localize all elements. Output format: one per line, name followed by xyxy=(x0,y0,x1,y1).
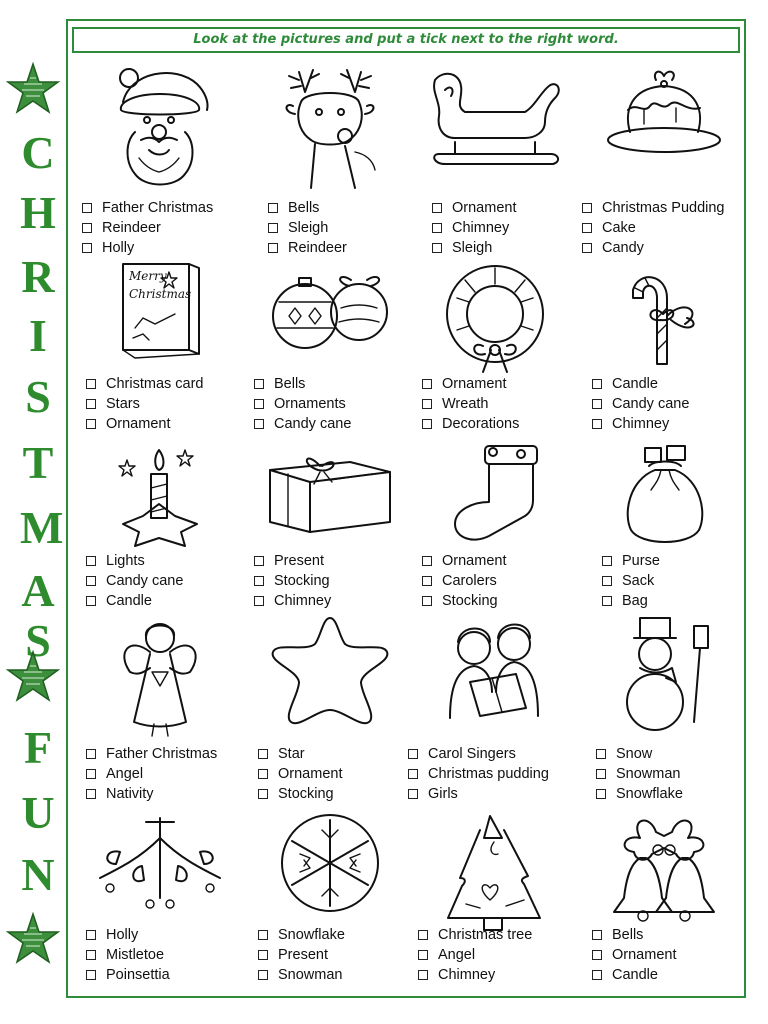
tick-checkbox[interactable] xyxy=(422,596,432,606)
side-title-letter: S xyxy=(25,371,51,422)
tick-checkbox[interactable] xyxy=(86,556,96,566)
tick-checkbox[interactable] xyxy=(258,789,268,799)
option-label: Chimney xyxy=(274,593,332,609)
answer-option[interactable] xyxy=(258,744,342,764)
option-label: Lights xyxy=(106,553,145,569)
answer-option[interactable] xyxy=(408,764,549,784)
answer-options xyxy=(592,925,676,985)
side-title-letter: M xyxy=(20,502,64,553)
tick-checkbox[interactable] xyxy=(418,970,428,980)
answer-option[interactable] xyxy=(82,198,213,218)
answer-option[interactable] xyxy=(592,965,676,985)
star-icon xyxy=(6,650,60,704)
bells-icon xyxy=(595,808,735,932)
answer-options xyxy=(602,551,660,611)
option-label: Ornaments xyxy=(274,396,346,412)
answer-option[interactable] xyxy=(86,764,217,784)
answer-options xyxy=(596,744,683,804)
answer-option[interactable] xyxy=(418,965,532,985)
tick-checkbox[interactable] xyxy=(268,203,278,213)
side-title-letter: I xyxy=(29,310,47,361)
option-label: Snowflake xyxy=(278,927,345,943)
option-label: Snowflake xyxy=(616,786,683,802)
option-label: Stocking xyxy=(442,593,498,609)
tick-checkbox[interactable] xyxy=(408,749,418,759)
option-label: Stocking xyxy=(274,573,330,589)
wreath-icon xyxy=(425,258,565,382)
present-icon xyxy=(260,440,400,564)
star-icon xyxy=(6,62,60,116)
answer-option[interactable] xyxy=(86,551,183,571)
option-label: Present xyxy=(274,553,324,569)
answer-options xyxy=(422,374,519,434)
tick-checkbox[interactable] xyxy=(254,556,264,566)
option-label: Reindeer xyxy=(288,240,347,256)
answer-option[interactable] xyxy=(602,571,660,591)
side-title-letter: C xyxy=(21,127,55,178)
answer-options xyxy=(254,374,351,434)
card-icon xyxy=(90,258,230,382)
answer-option[interactable] xyxy=(86,571,183,591)
side-title-letter: T xyxy=(22,437,54,488)
option-label: Chimney xyxy=(452,220,510,236)
side-title-letter: H xyxy=(20,187,56,238)
answer-option[interactable] xyxy=(432,238,516,258)
snowman-icon xyxy=(595,612,735,736)
tick-checkbox[interactable] xyxy=(86,950,96,960)
answer-options xyxy=(268,198,347,258)
tick-checkbox[interactable] xyxy=(86,379,96,389)
option-label: Angel xyxy=(438,947,476,963)
tick-checkbox[interactable] xyxy=(258,749,268,759)
option-label: Ornament xyxy=(278,766,343,782)
answer-options xyxy=(258,925,345,985)
tick-checkbox[interactable] xyxy=(592,950,602,960)
option-label: Nativity xyxy=(106,786,154,802)
option-label: Candle xyxy=(612,967,658,983)
tick-checkbox[interactable] xyxy=(268,243,278,253)
answer-option[interactable] xyxy=(258,945,345,965)
answer-option[interactable] xyxy=(596,784,683,804)
answer-option[interactable] xyxy=(582,218,725,238)
answer-option[interactable] xyxy=(268,198,347,218)
tick-checkbox[interactable] xyxy=(258,930,268,940)
option-label: Purse xyxy=(622,553,660,569)
answer-option[interactable] xyxy=(422,374,519,394)
tick-checkbox[interactable] xyxy=(422,419,432,429)
tick-checkbox[interactable] xyxy=(592,419,602,429)
sleigh-icon xyxy=(425,62,565,186)
option-label: Poinsettia xyxy=(106,967,170,983)
option-label: Christmas tree xyxy=(438,927,533,943)
answer-option[interactable] xyxy=(592,945,676,965)
answer-options xyxy=(422,551,506,611)
carol-singers-icon xyxy=(425,612,565,736)
tick-checkbox[interactable] xyxy=(592,930,602,940)
option-label: Holly xyxy=(106,927,139,943)
tick-checkbox[interactable] xyxy=(592,379,602,389)
tick-checkbox[interactable] xyxy=(254,399,264,409)
answer-option[interactable] xyxy=(418,925,532,945)
candle-icon xyxy=(90,440,230,564)
answer-option[interactable] xyxy=(86,591,183,611)
tick-checkbox[interactable] xyxy=(592,970,602,980)
tick-checkbox[interactable] xyxy=(582,243,592,253)
answer-option[interactable] xyxy=(82,238,213,258)
tick-checkbox[interactable] xyxy=(432,243,442,253)
answer-option[interactable] xyxy=(408,784,549,804)
tick-checkbox[interactable] xyxy=(258,950,268,960)
option-label: Candy cane xyxy=(274,416,352,432)
answer-option[interactable] xyxy=(268,218,347,238)
option-label: Carolers xyxy=(442,573,497,589)
tick-checkbox[interactable] xyxy=(432,203,442,213)
svg-text:Christmas: Christmas xyxy=(129,287,192,301)
option-label: Ornament xyxy=(612,947,677,963)
answer-option[interactable] xyxy=(602,591,660,611)
answer-options xyxy=(258,744,342,804)
answer-option[interactable] xyxy=(86,744,217,764)
answer-options xyxy=(582,198,725,258)
tick-checkbox[interactable] xyxy=(86,769,96,779)
answer-option[interactable] xyxy=(418,945,532,965)
option-label: Ornament xyxy=(442,553,507,569)
tick-checkbox[interactable] xyxy=(254,576,264,586)
option-label: Candy xyxy=(602,240,644,256)
christmas-tree-icon xyxy=(425,808,565,932)
side-title-letter: F xyxy=(23,722,53,773)
answer-option[interactable] xyxy=(254,591,331,611)
answer-options xyxy=(408,744,549,804)
answer-options xyxy=(86,744,217,804)
option-label: Snowman xyxy=(616,766,681,782)
option-label: Candle xyxy=(106,593,152,609)
option-label: Mistletoe xyxy=(106,947,165,963)
answer-option[interactable] xyxy=(254,551,331,571)
answer-option[interactable] xyxy=(408,744,549,764)
option-label: Present xyxy=(278,947,328,963)
answer-option[interactable] xyxy=(422,571,506,591)
option-label: Stocking xyxy=(278,786,334,802)
option-label: Snow xyxy=(616,746,653,762)
stocking-icon xyxy=(425,440,565,564)
option-label: Bag xyxy=(622,593,648,609)
tick-checkbox[interactable] xyxy=(582,203,592,213)
option-label: Ornament xyxy=(452,200,517,216)
sack-icon xyxy=(595,440,735,564)
answer-option[interactable] xyxy=(86,374,204,394)
answer-option[interactable] xyxy=(86,965,170,985)
tick-checkbox[interactable] xyxy=(596,749,606,759)
tick-checkbox[interactable] xyxy=(86,749,96,759)
tick-checkbox[interactable] xyxy=(422,556,432,566)
answer-option[interactable] xyxy=(254,414,351,434)
tick-checkbox[interactable] xyxy=(602,576,612,586)
answer-option[interactable] xyxy=(596,744,683,764)
answer-option[interactable] xyxy=(422,394,519,414)
ornaments-icon xyxy=(260,258,400,382)
answer-options xyxy=(418,925,532,985)
option-label: Christmas Pudding xyxy=(602,200,725,216)
side-title-letter: R xyxy=(21,251,55,302)
answer-option[interactable] xyxy=(86,945,170,965)
option-label: Sleigh xyxy=(452,240,493,256)
answer-option[interactable] xyxy=(86,925,170,945)
side-title-letter: N xyxy=(21,849,55,900)
answer-option[interactable] xyxy=(596,764,683,784)
option-label: Chimney xyxy=(612,416,670,432)
answer-options xyxy=(82,198,213,258)
tick-checkbox[interactable] xyxy=(86,930,96,940)
answer-options xyxy=(592,374,689,434)
option-label: Father Christmas xyxy=(106,746,218,762)
answer-options xyxy=(432,198,516,258)
side-title-letter: S xyxy=(25,615,51,666)
option-label: Bells xyxy=(612,927,644,943)
option-label: Ornament xyxy=(106,416,171,432)
tick-checkbox[interactable] xyxy=(582,223,592,233)
tick-checkbox[interactable] xyxy=(86,789,96,799)
answer-options xyxy=(86,551,183,611)
mistletoe-icon xyxy=(90,808,230,932)
option-label: Stars xyxy=(106,396,140,412)
answer-option[interactable] xyxy=(582,198,725,218)
tick-checkbox[interactable] xyxy=(422,399,432,409)
answer-option[interactable] xyxy=(268,238,347,258)
answer-option[interactable] xyxy=(592,394,689,414)
tick-checkbox[interactable] xyxy=(254,596,264,606)
option-label: Ornament xyxy=(442,376,507,392)
answer-option[interactable] xyxy=(422,591,506,611)
side-title-letter: A xyxy=(21,565,55,616)
answer-option[interactable] xyxy=(254,394,351,414)
tick-checkbox[interactable] xyxy=(82,223,92,233)
tick-checkbox[interactable] xyxy=(258,769,268,779)
answer-option[interactable] xyxy=(86,394,204,414)
tick-checkbox[interactable] xyxy=(602,556,612,566)
instruction-banner: Look at the pictures and put a tick next to the right word. xyxy=(72,27,740,53)
option-label: Snowman xyxy=(278,967,343,983)
answer-option[interactable] xyxy=(254,374,351,394)
option-label: Sack xyxy=(622,573,655,589)
tick-checkbox[interactable] xyxy=(592,399,602,409)
option-label: Holly xyxy=(102,240,135,256)
tick-checkbox[interactable] xyxy=(86,419,96,429)
option-label: Decorations xyxy=(442,416,520,432)
santa-icon xyxy=(90,62,230,186)
star-icon xyxy=(260,612,400,736)
answer-option[interactable] xyxy=(258,784,342,804)
answer-option[interactable] xyxy=(592,414,689,434)
answer-option[interactable] xyxy=(602,551,660,571)
side-title-letter: U xyxy=(21,787,55,838)
option-label: Girls xyxy=(428,786,458,802)
tick-checkbox[interactable] xyxy=(596,769,606,779)
answer-option[interactable] xyxy=(582,238,725,258)
answer-option[interactable] xyxy=(258,965,345,985)
angel-icon xyxy=(90,612,230,736)
option-label: Sleigh xyxy=(288,220,329,236)
tick-checkbox[interactable] xyxy=(258,970,268,980)
option-label: Cake xyxy=(602,220,636,236)
option-label: Bells xyxy=(288,200,320,216)
tick-checkbox[interactable] xyxy=(82,243,92,253)
tick-checkbox[interactable] xyxy=(408,769,418,779)
tick-checkbox[interactable] xyxy=(418,930,428,940)
reindeer-icon xyxy=(260,62,400,186)
option-label: Angel xyxy=(106,766,144,782)
tick-checkbox[interactable] xyxy=(254,379,264,389)
tick-checkbox[interactable] xyxy=(596,789,606,799)
option-label: Carol Singers xyxy=(428,746,516,762)
answer-option[interactable] xyxy=(254,571,331,591)
side-title xyxy=(0,0,66,1024)
tick-checkbox[interactable] xyxy=(86,399,96,409)
answer-option[interactable] xyxy=(432,198,516,218)
tick-checkbox[interactable] xyxy=(422,379,432,389)
snowflake-icon xyxy=(260,808,400,932)
tick-checkbox[interactable] xyxy=(254,419,264,429)
pudding-icon xyxy=(595,62,735,186)
answer-options xyxy=(86,925,170,985)
answer-option[interactable] xyxy=(258,764,342,784)
answer-option[interactable] xyxy=(422,414,519,434)
answer-option[interactable] xyxy=(86,414,204,434)
option-label: Christmas card xyxy=(106,376,204,392)
candy-cane-icon xyxy=(595,258,735,382)
tick-checkbox[interactable] xyxy=(86,970,96,980)
tick-checkbox[interactable] xyxy=(418,950,428,960)
answer-option[interactable] xyxy=(592,374,689,394)
tick-checkbox[interactable] xyxy=(82,203,92,213)
tick-checkbox[interactable] xyxy=(268,223,278,233)
option-label: Star xyxy=(278,746,305,762)
tick-checkbox[interactable] xyxy=(86,576,96,586)
answer-options xyxy=(86,374,204,434)
option-label: Bells xyxy=(274,376,306,392)
tick-checkbox[interactable] xyxy=(422,576,432,586)
tick-checkbox[interactable] xyxy=(602,596,612,606)
answer-option[interactable] xyxy=(432,218,516,238)
star-icon xyxy=(6,912,60,966)
answer-option[interactable] xyxy=(258,925,345,945)
tick-checkbox[interactable] xyxy=(86,596,96,606)
option-label: Wreath xyxy=(442,396,489,412)
tick-checkbox[interactable] xyxy=(408,789,418,799)
option-label: Candy cane xyxy=(612,396,690,412)
answer-option[interactable] xyxy=(82,218,213,238)
option-label: Christmas pudding xyxy=(428,766,549,782)
option-label: Candle xyxy=(612,376,658,392)
option-label: Candy cane xyxy=(106,573,184,589)
answer-option[interactable] xyxy=(592,925,676,945)
option-label: Reindeer xyxy=(102,220,161,236)
svg-text:Merry: Merry xyxy=(129,269,167,283)
tick-checkbox[interactable] xyxy=(432,223,442,233)
answer-options xyxy=(254,551,331,611)
option-label: Chimney xyxy=(438,967,496,983)
option-label: Father Christmas xyxy=(102,200,214,216)
answer-option[interactable] xyxy=(422,551,506,571)
answer-option[interactable] xyxy=(86,784,217,804)
